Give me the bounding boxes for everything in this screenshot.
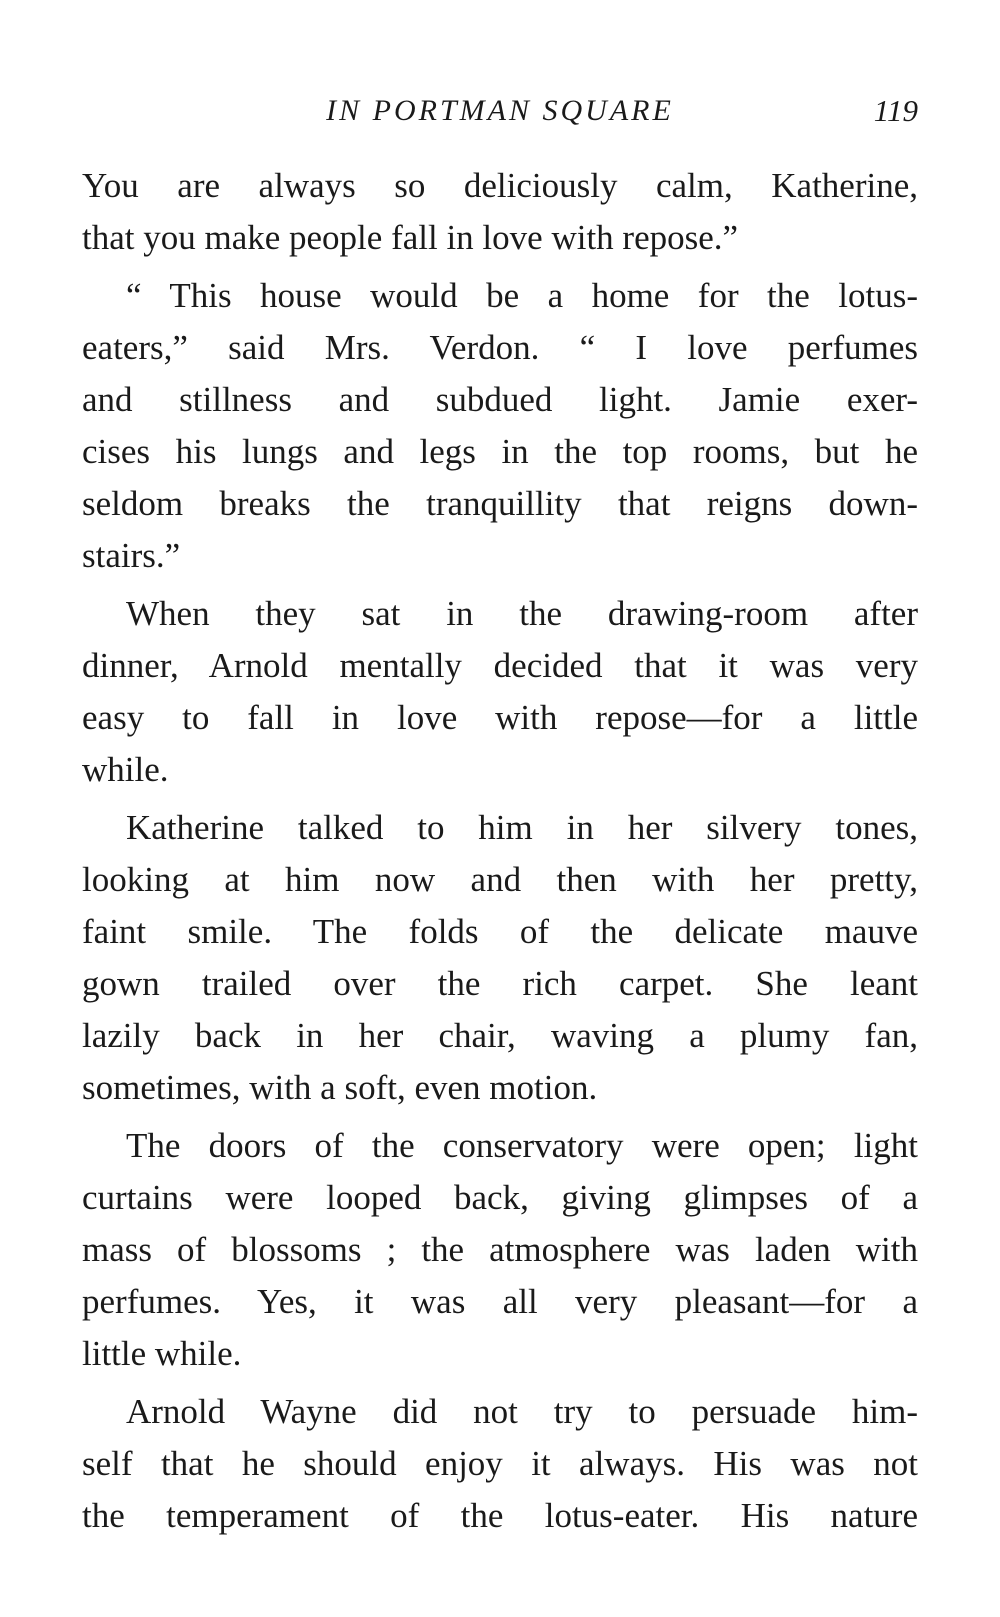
text-line: “ This house would be a home for the lotus- <box>126 276 918 315</box>
text-line: the temperament of the lotus-eater. His nature <box>82 1496 918 1535</box>
paragraph <box>82 270 918 582</box>
text-line: seldom breaks the tranquillity that reigns down- <box>82 484 918 523</box>
paragraph <box>82 160 918 264</box>
text-line: Arnold Wayne did not try to persuade him- <box>126 1392 918 1431</box>
text-line: while. <box>82 750 169 789</box>
text-line: curtains were looped back, giving glimpses of a <box>82 1178 918 1217</box>
text-line: looking at him now and then with her pretty, <box>82 860 918 899</box>
paragraph <box>82 1120 918 1380</box>
text-line: lazily back in her chair, waving a plumy fan, <box>82 1016 918 1055</box>
text-line: Katherine talked to him in her silvery tones, <box>126 808 918 847</box>
text-line: perfumes. Yes, it was all very pleasant—for a <box>82 1282 918 1321</box>
page-number: 119 <box>873 93 918 128</box>
text-line: and stillness and subdued light. Jamie exer- <box>82 380 918 419</box>
body-text <box>82 160 918 1548</box>
paragraph <box>82 802 918 1114</box>
text-line: that you make people fall in love with repose.” <box>82 218 739 257</box>
paragraph <box>82 588 918 796</box>
text-line: The doors of the conservatory were open; light <box>126 1126 918 1165</box>
text-line: easy to fall in love with repose—for a little <box>82 698 918 737</box>
text-line: gown trailed over the rich carpet. She leant <box>82 964 918 1003</box>
text-line: mass of blossoms ; the atmosphere was laden with <box>82 1230 918 1269</box>
paragraph <box>82 1386 918 1542</box>
running-head: IN PORTMAN SQUARE <box>326 94 674 127</box>
page-header <box>82 86 918 136</box>
text-line: stairs.” <box>82 536 181 575</box>
text-line: dinner, Arnold mentally decided that it was very <box>82 646 918 685</box>
text-line: self that he should enjoy it always. His was not <box>82 1444 918 1483</box>
text-line: faint smile. The folds of the delicate mauve <box>82 912 918 951</box>
text-line: sometimes, with a soft, even motion. <box>82 1068 598 1107</box>
text-line: When they sat in the drawing-room after <box>126 594 918 633</box>
text-line: You are always so deliciously calm, Katherine, <box>82 166 918 205</box>
text-line: little while. <box>82 1334 242 1373</box>
text-line: cises his lungs and legs in the top rooms, but he <box>82 432 918 471</box>
text-line: eaters,” said Mrs. Verdon. “ I love perfumes <box>82 328 918 367</box>
